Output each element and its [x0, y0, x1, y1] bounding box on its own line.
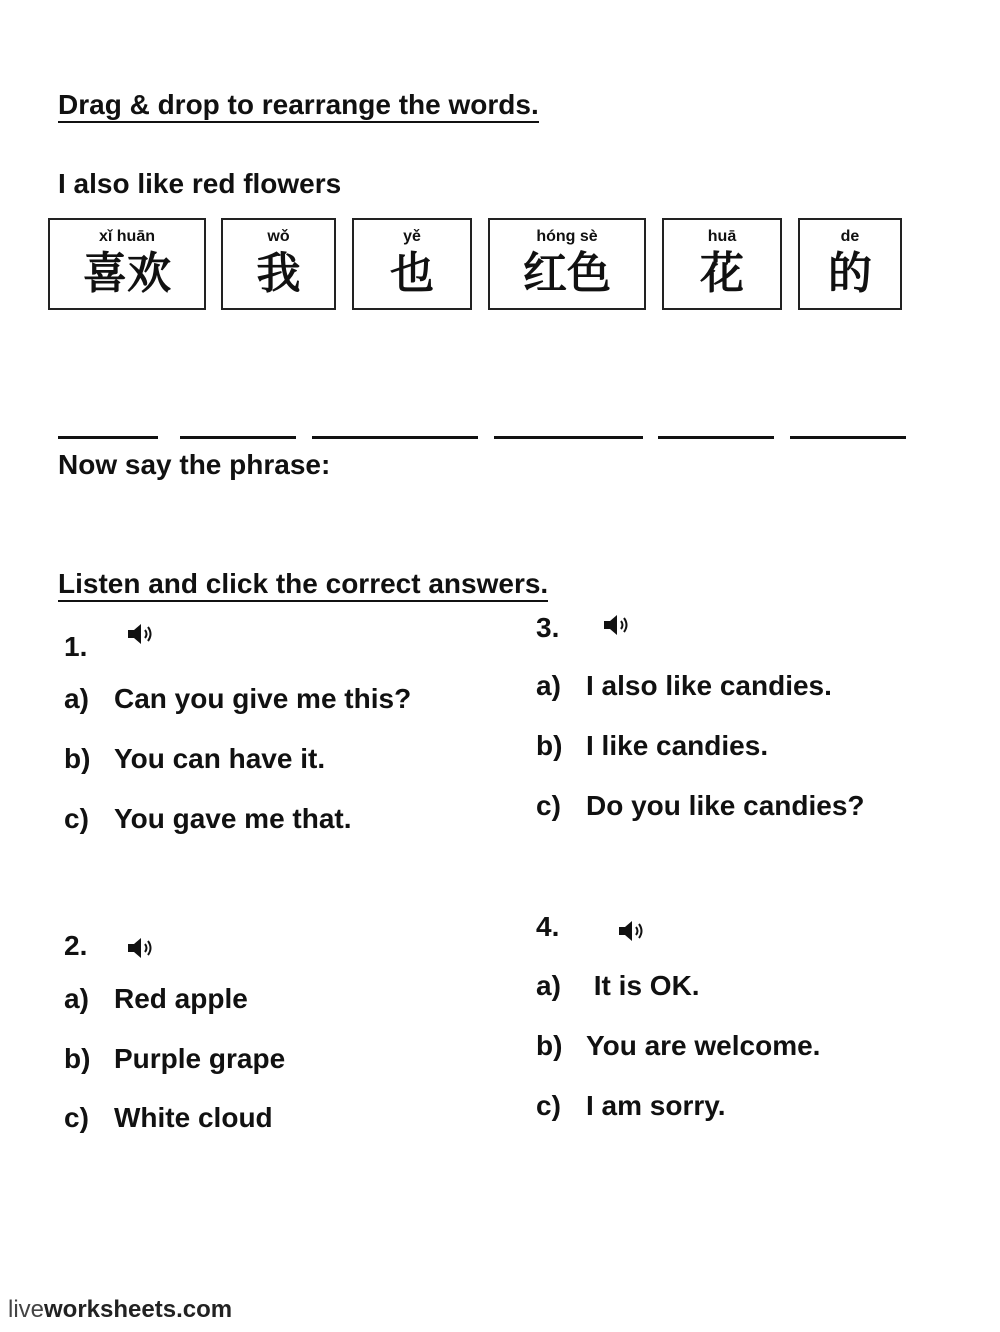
liveworksheets-logo[interactable]: liveworksheets.com: [8, 1296, 233, 1323]
question-2-option-b[interactable]: b) Purple grape: [64, 1043, 286, 1074]
pinyin-label: xǐ huān: [98, 228, 155, 245]
hanzi-label: 我: [256, 248, 301, 299]
drop-slot-4[interactable]: [494, 436, 643, 439]
question-2-option-a[interactable]: a) Red apple: [64, 983, 248, 1014]
say-phrase-label: Now say the phrase:: [58, 449, 331, 480]
question-3-option-c[interactable]: c) Do you like candies?: [536, 790, 865, 821]
drop-slot-6[interactable]: [790, 436, 906, 439]
speaker-icon[interactable]: [617, 919, 647, 943]
question-1-number: 1.: [64, 631, 88, 662]
question-4-option-b[interactable]: b) You are welcome.: [536, 1030, 821, 1061]
question-3-number: 3.: [536, 612, 560, 643]
question-2-number: 2.: [64, 930, 88, 961]
question-3-option-b[interactable]: b) I like candies.: [536, 730, 769, 761]
phrase-prompt: I also like red flowers: [58, 168, 342, 199]
word-tile-de[interactable]: [798, 218, 902, 310]
hanzi-label: 的: [828, 248, 872, 299]
question-4-option-c[interactable]: c) I am sorry.: [536, 1090, 726, 1121]
question-4-option-a[interactable]: a) It is OK.: [536, 970, 700, 1001]
question-4-number: 4.: [536, 911, 560, 942]
drop-slot-1[interactable]: [58, 436, 158, 439]
listen-instruction: Listen and click the correct answers.: [58, 567, 548, 601]
word-tile-wo[interactable]: [221, 218, 336, 310]
question-1-option-c[interactable]: c) You gave me that.: [64, 803, 352, 834]
question-1-option-a[interactable]: a) Can you give me this?: [64, 683, 412, 714]
hanzi-label: 喜欢: [83, 248, 171, 299]
drop-slot-5[interactable]: [658, 436, 774, 439]
question-3-option-a[interactable]: a) I also like candies.: [536, 670, 832, 701]
question-2-option-c[interactable]: c) White cloud: [64, 1102, 273, 1133]
hanzi-label: 花: [700, 248, 744, 299]
drag-instruction: Drag & drop to rearrange the words.: [58, 88, 539, 122]
speaker-icon[interactable]: [602, 613, 632, 637]
speaker-icon[interactable]: [126, 622, 156, 646]
question-1-option-b[interactable]: b) You can have it.: [64, 743, 326, 774]
hanzi-label: 也: [390, 248, 434, 299]
word-tile-ye[interactable]: [352, 218, 472, 310]
word-tile-hongse[interactable]: [488, 218, 646, 310]
drop-slot-3[interactable]: [312, 436, 478, 439]
pinyin-label: yě: [403, 228, 421, 245]
word-tile-xihuan[interactable]: [48, 218, 206, 310]
pinyin-label: wǒ: [267, 228, 290, 245]
hanzi-label: 红色: [523, 248, 611, 299]
word-tile-hua[interactable]: [662, 218, 782, 310]
speaker-icon[interactable]: [126, 936, 156, 960]
drop-slot-2[interactable]: [180, 436, 296, 439]
pinyin-label: hóng sè: [536, 228, 598, 245]
pinyin-label: huā: [707, 228, 737, 245]
pinyin-label: de: [840, 228, 860, 245]
